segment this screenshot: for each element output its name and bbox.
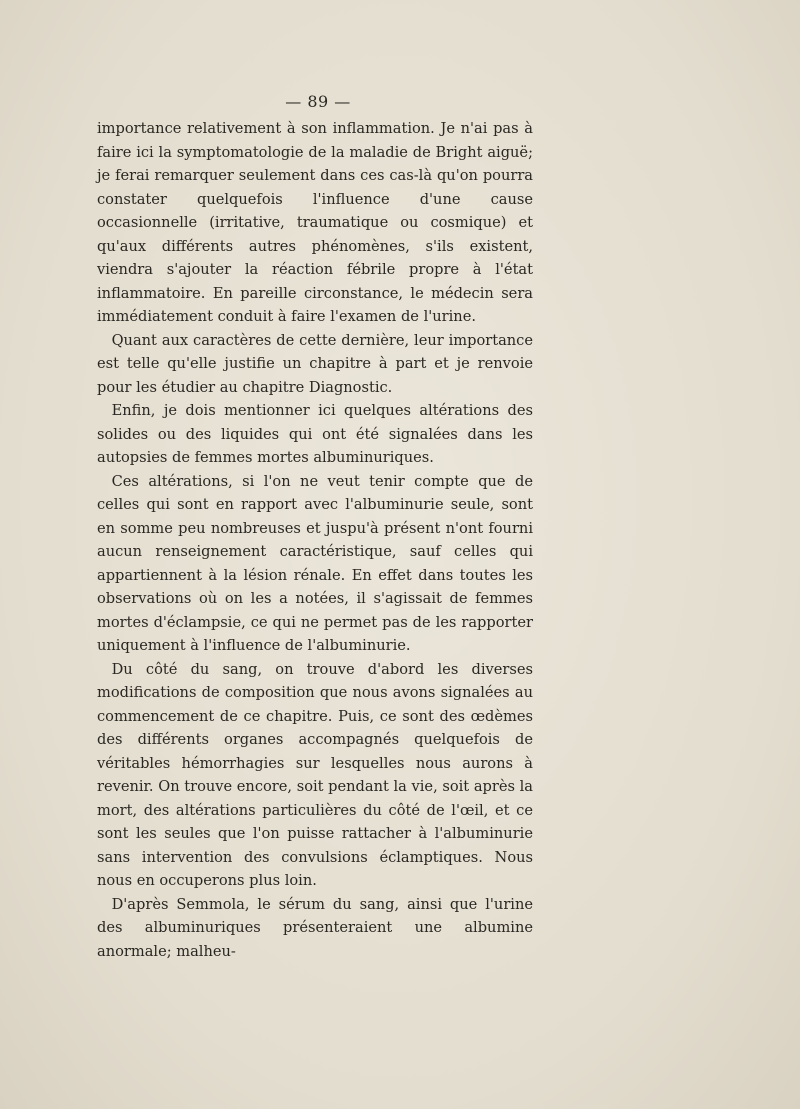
paragraph: Du côté du sang, on trouve d'abord les diverses modifications de composition que nous avons signalées au commencement de ce chapitre. Puis, ce sont des œdèmes des différents organes accompagnés quelquefois de véritables hémorrhagies sur lesquelles nous aurons à revenir. On trouve encore, soit pendant la vie, soit après la mort, des altérations particulières du côté de l'œil, et ce sont les seules que l'on puisse rattacher à l'albuminurie sans intervention des convulsions éclamptiques. Nous nous en occuperons plus loin.: [97, 660, 533, 889]
paragraph: Enfin, je dois mentionner ici quelques altérations des solides ou des liquides qui ont été signalées dans les autopsies de femmes mortes albuminuriques.: [97, 402, 533, 466]
paragraph: Quant aux caractères de cette dernière, leur importance est telle qu'elle justifie un chapitre à part et je renvoie pour les étudier au chapitre Diagnostic.: [97, 331, 533, 396]
paragraph: importance relativement à son inflammation. Je n'ai pas à faire ici la symptomatologie de la maladie de Bright aiguë; je ferai remarquer seulement dans ces cas-là qu'on pourra constater quelquefois l'influence d'une cause occasionnelle (irritative, traumatique ou cosmique) et qu'aux différents autres phénomènes, s'ils existent, viendra s'ajouter la réaction fébrile propre à l'état inflammatoire. En pareille circonstance, le médecin sera immédiatement conduit à faire l'examen de l'urine.: [97, 120, 533, 325]
body-text: [97, 117, 533, 963]
paragraph: Ces altérations, si l'on ne veut tenir compte que de celles qui sont en rapport avec l'albuminurie seule, sont en somme peu nombreuses et juspu'à présent n'ont fourni aucun renseignement caractéristique, sauf celles qui appartiennent à la lésion rénale. En effet dans toutes les observations où on les a notées, il s'agissait de femmes mortes d'éclampsie, ce qui ne permet pas de les rapporter uniquement à l'influence de l'albuminurie.: [97, 472, 533, 654]
page-number: — 89 —: [285, 92, 351, 111]
paragraph: D'après Semmola, le sérum du sang, ainsi que l'urine des albuminuriques présenteraient une albumine anormale; malheu-: [97, 895, 533, 960]
